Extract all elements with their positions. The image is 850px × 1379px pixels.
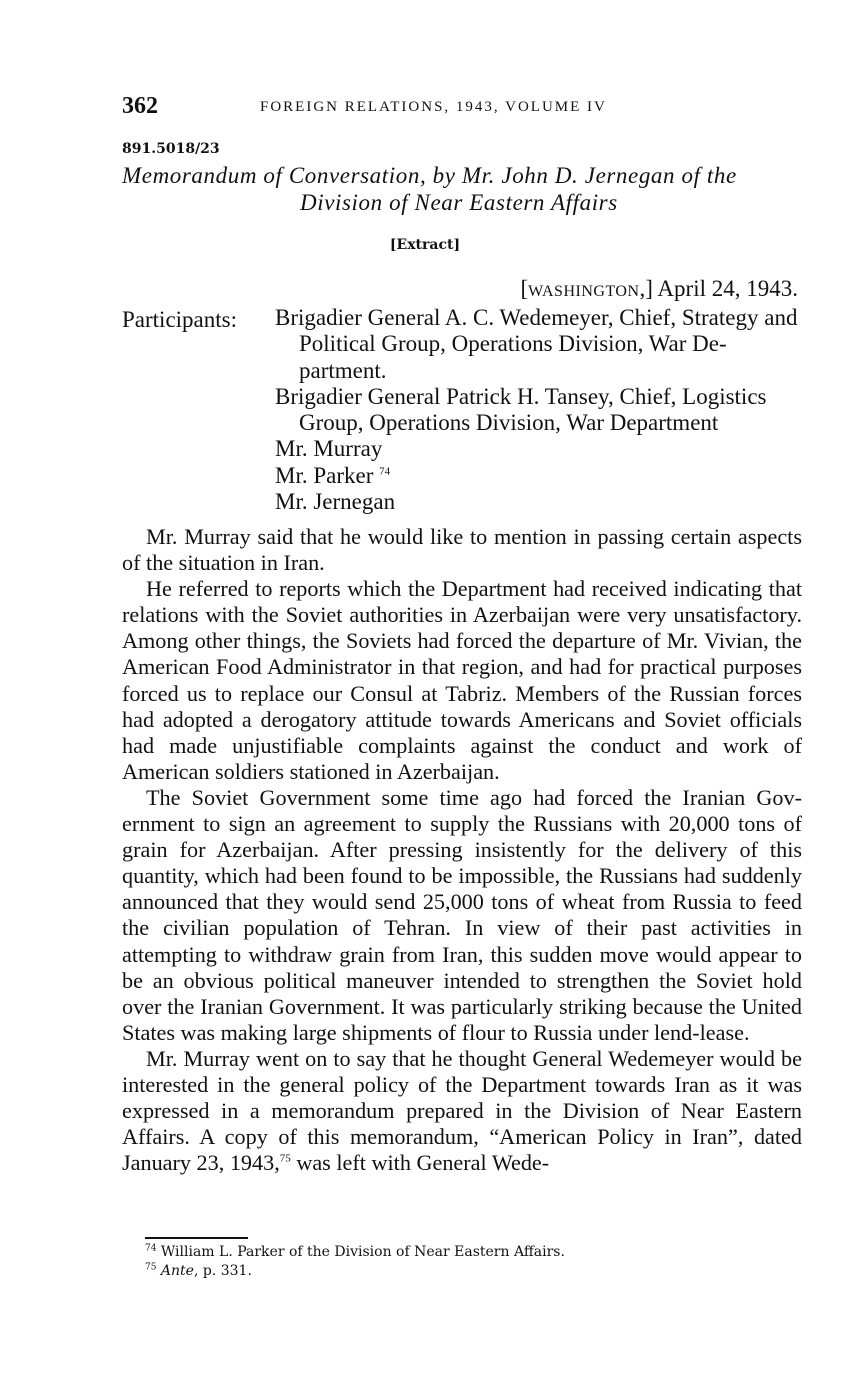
title-line-1: Memorandum of Conversation, by Mr. John D. Jernegan of the <box>122 163 737 188</box>
paragraph: Mr. Murray said that he would like to mention in passing certain aspects of the situation in Iran. <box>122 524 802 576</box>
paragraph: He referred to reports which the Department had received indicating that relations with the Soviet authorities in Azerbaijan were very unsatisfactory. Among other things, the Soviets had forced the departure of Mr. Vivian, the American Food Administrator in that region, and had for practical purposes forced us to replace our Consul at Tabriz. Members of the Russian forces had adopted a derogatory attitude towards Americans and Soviet officials had made unjustifiable complaints against the conduct and work of American soldiers stationed in Azerbaijan. <box>122 576 802 784</box>
paragraph-text: Mr. Murray went on to say that he thought General Wedemeyer would be interested in the general policy of the Department towards Iran as it was expressed in a memorandum prepared in the Division of Near Eastern Affairs. A copy of this memorandum, “American Policy in Iran”, dated January 23, 1943, <box>122 1045 802 1176</box>
participant: Brigadier General A. C. Wedemeyer, Chief, Strategy and Political Group, Operations Division, War Department. <box>275 305 798 383</box>
file-number: 891.5018/23 <box>122 141 220 157</box>
footnote-ante: Ante <box>160 1263 194 1279</box>
footnote-text: , p. 331. <box>193 1263 252 1279</box>
extract-label: [Extract] <box>389 237 461 253</box>
footnote-number: 75 <box>145 1262 157 1273</box>
dateline-place: WASHINGTON <box>528 283 640 300</box>
footnote-divider <box>145 1237 248 1239</box>
participant: Mr. Jernegan <box>275 489 396 515</box>
paragraph: The Soviet Government some time ago had forced the Iranian Government to sign an agreement to supply the Russians with 20,000 tons of grain for Azerbaijan. After pressing insistently for the delivery of this quantity, which had been found to be impossible, the Russians had suddenly announced that they would send 25,000 tons of wheat from Russia to feed the civilian population of Tehran. In view of their past activities in attempting to withdraw grain from Iran, this sudden move would appear to be an obvious political maneuver intended to strengthen the Soviet hold over the Iranian Government. It was particularly striking because the United States was making large shipments of flour to Russia under lend-lease. <box>122 784 802 1045</box>
participants-list <box>275 305 801 515</box>
title-line-2: Division of Near Eastern Affairs <box>300 190 618 215</box>
participant: Brigadier General Patrick H. Tansey, Chief, Logistics Group, Operations Division, War Department <box>275 383 767 436</box>
participant: Mr. Murray <box>275 436 383 462</box>
dateline-open: [ <box>520 276 529 301</box>
running-head: FOREIGN RELATIONS, 1943, VOLUME IV <box>260 99 607 115</box>
footnote <box>145 1262 802 1281</box>
dateline <box>521 276 799 302</box>
footnotes <box>145 1243 802 1281</box>
document-title <box>122 162 802 216</box>
footnote-ref-75: 75 <box>279 1152 291 1165</box>
participant-parker <box>275 463 801 489</box>
page-header <box>122 93 802 123</box>
footnote-number: 74 <box>145 1243 157 1254</box>
footnote-text: William L. Parker of the Division of Near Eastern Affairs. <box>156 1244 565 1260</box>
paragraph <box>122 1046 802 1176</box>
dateline-date: ,] April 24, 1943. <box>639 276 798 301</box>
participant-name: Mr. Parker <box>275 462 374 488</box>
memorandum-body <box>122 524 802 1176</box>
participants-label: Participants: <box>122 307 237 332</box>
page-number: 362 <box>122 93 158 119</box>
footnote <box>145 1243 802 1262</box>
paragraph-text-end: was left with General Wede- <box>290 1150 550 1176</box>
footnote-ref-74: 74 <box>379 465 391 478</box>
